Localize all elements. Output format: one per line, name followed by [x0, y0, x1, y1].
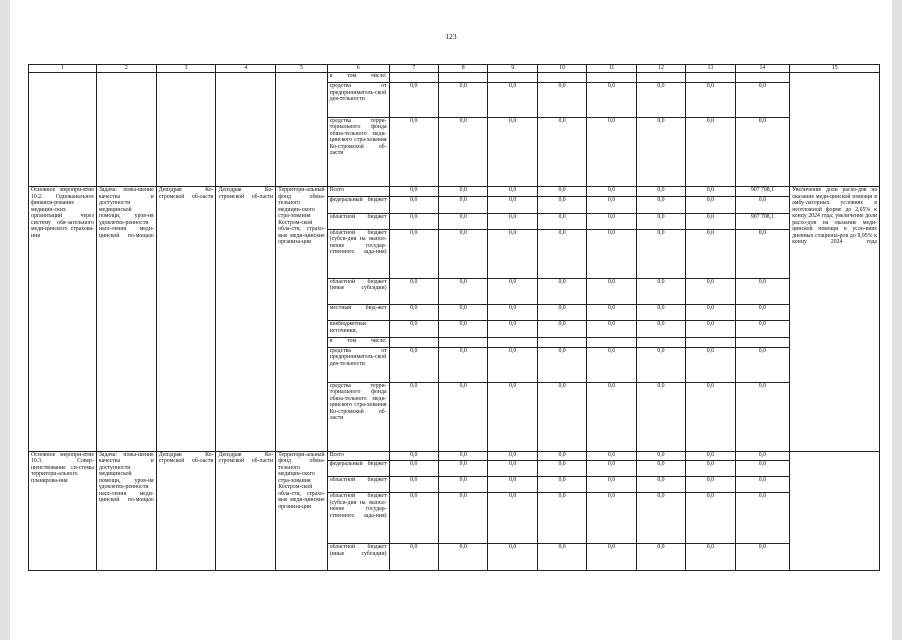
value-cell: 0,0 — [587, 305, 636, 321]
value-cell: 0,0 — [438, 213, 487, 229]
value-cell: 0,0 — [488, 213, 537, 229]
value-cell: 0,0 — [636, 187, 685, 197]
column-number-header: 11 — [587, 65, 636, 73]
document-page — [10, 0, 892, 640]
value-cell: 0,0 — [537, 477, 586, 493]
value-cell: 0,0 — [389, 477, 438, 493]
header-row — [29, 65, 880, 73]
value-cell: 0,0 — [686, 197, 735, 213]
column-number-header: 8 — [438, 65, 487, 73]
funding-source-cell: областной бюджет — [327, 477, 389, 493]
measure-name-cell: Основное меропри-ятие 10.2. Одноканальное финанси-рование медицин-ских организаций через систему обя-зательного меди-цинского страхова-ния — [29, 187, 97, 452]
executor-cell — [156, 73, 216, 187]
value-cell: 0,0 — [537, 117, 586, 186]
value-cell: 0,0 — [438, 451, 487, 460]
value-cell: 0,0 — [488, 117, 537, 186]
value-cell: 0,0 — [587, 321, 636, 337]
funding-source-cell: средства терри-ториального фонда обяза-тельного меди-цинского стра-хования Ко-стромской об-ласти — [327, 117, 389, 186]
value-cell: 0,0 — [735, 321, 790, 337]
column-number-header: 4 — [216, 65, 276, 73]
value-cell: 0,0 — [488, 460, 537, 476]
task-cell: Задача: повы-шение качества и доступности медицинской помощи, уров-ня удовлетво-ренности насе-ления меди-цинской по-мощью — [96, 187, 156, 452]
value-cell — [587, 337, 636, 347]
table-row — [29, 187, 880, 197]
value-cell: 0,0 — [389, 197, 438, 213]
result-cell — [790, 73, 880, 187]
value-cell: 0,0 — [438, 305, 487, 321]
column-number-header: 14 — [735, 65, 790, 73]
value-cell: 0,0 — [735, 117, 790, 186]
value-cell — [488, 73, 537, 83]
value-cell — [537, 337, 586, 347]
value-cell: 0,0 — [438, 229, 487, 278]
value-cell: 0,0 — [389, 305, 438, 321]
value-cell: 0,0 — [537, 305, 586, 321]
funding-source-cell: Всего — [327, 187, 389, 197]
value-cell: 0,0 — [438, 493, 487, 544]
funding-source-cell: внебюджетные источники, — [327, 321, 389, 337]
value-cell — [686, 337, 735, 347]
value-cell: 0,0 — [587, 477, 636, 493]
value-cell: 0,0 — [636, 213, 685, 229]
funding-source-cell: федеральный бюджет — [327, 197, 389, 213]
executor-cell: Депздрав Ко-стромской об-ласти — [156, 451, 216, 570]
column-number-header: 5 — [276, 65, 328, 73]
value-cell: 0,0 — [636, 321, 685, 337]
value-cell: 0,0 — [587, 347, 636, 382]
source-cell: Территори-альный фонд обяза-тельного медицин-ского стра-хования Костром-ской обла-сти, страхо-вые меди-цинские организа-ции — [276, 187, 328, 452]
value-cell: 0,0 — [735, 278, 790, 304]
value-cell: 0,0 — [636, 347, 685, 382]
value-cell: 0,0 — [488, 382, 537, 451]
value-cell: 0,0 — [686, 187, 735, 197]
value-cell: 0,0 — [537, 278, 586, 304]
funding-source-cell: федеральный бюджет — [327, 460, 389, 476]
value-cell: 0,0 — [537, 187, 586, 197]
value-cell: 0,0 — [389, 347, 438, 382]
participant-cell: Депздрав Ко-стромской об-ласти — [216, 451, 276, 570]
funding-source-cell: областной бюджет (иные субсидии) — [327, 278, 389, 304]
participant-cell — [216, 73, 276, 187]
column-number-header: 13 — [686, 65, 735, 73]
value-cell: 0,0 — [389, 278, 438, 304]
value-cell: 0,0 — [537, 197, 586, 213]
value-cell: 0,0 — [686, 544, 735, 571]
funding-source-cell: средства от предприниматель-ской дея-тельности — [327, 347, 389, 382]
value-cell: 0,0 — [389, 382, 438, 451]
value-cell: 0,0 — [438, 83, 487, 118]
value-cell: 0,0 — [389, 544, 438, 571]
value-cell: 0,0 — [488, 278, 537, 304]
value-cell: 0,0 — [735, 197, 790, 213]
value-cell: 0,0 — [587, 117, 636, 186]
value-cell: 0,0 — [686, 305, 735, 321]
result-cell: Увеличение доли расхо-дов на оказание меди-цинской помощи в амбу-латорных условиях в неотложной форме до 2,65% к концу 2024 года; увеличение доли расхо-дов на оказание меди-цинской помощи в усло-виях дневных стациона-ров до 8,95% к концу 2024 года — [790, 187, 880, 452]
value-cell: 0,0 — [587, 460, 636, 476]
value-cell: 0,0 — [438, 278, 487, 304]
value-cell: 0,0 — [636, 544, 685, 571]
value-cell: 0,0 — [537, 460, 586, 476]
value-cell: 0,0 — [587, 213, 636, 229]
value-cell: 0,0 — [389, 187, 438, 197]
value-cell: 0,0 — [686, 213, 735, 229]
value-cell: 0,0 — [686, 460, 735, 476]
value-cell: 0,0 — [587, 83, 636, 118]
value-cell: 0,0 — [735, 451, 790, 460]
value-cell: 0,0 — [488, 544, 537, 571]
value-cell: 0,0 — [735, 305, 790, 321]
value-cell: 0,0 — [587, 544, 636, 571]
value-cell — [587, 73, 636, 83]
value-cell: 0,0 — [389, 493, 438, 544]
value-cell: 0,0 — [389, 451, 438, 460]
value-cell: 0,0 — [587, 197, 636, 213]
value-cell — [686, 73, 735, 83]
value-cell: 0,0 — [587, 187, 636, 197]
value-cell: 0,0 — [686, 117, 735, 186]
value-cell — [735, 73, 790, 83]
value-cell: 0,0 — [587, 229, 636, 278]
funding-source-cell: местный бюд-жет — [327, 305, 389, 321]
value-cell: 0,0 — [537, 229, 586, 278]
value-cell: 0,0 — [735, 83, 790, 118]
value-cell: 907 708,1 — [735, 213, 790, 229]
value-cell: 0,0 — [438, 187, 487, 197]
value-cell — [735, 337, 790, 347]
value-cell: 0,0 — [587, 493, 636, 544]
value-cell: 0,0 — [488, 305, 537, 321]
value-cell — [389, 73, 438, 83]
source-cell — [276, 73, 328, 187]
column-number-header: 9 — [488, 65, 537, 73]
funding-source-cell: областной бюджет (иные субсидии) — [327, 544, 389, 571]
value-cell: 0,0 — [636, 83, 685, 118]
value-cell: 907 708,1 — [735, 187, 790, 197]
column-number-header: 1 — [29, 65, 97, 73]
value-cell: 0,0 — [636, 477, 685, 493]
table-row — [29, 451, 880, 460]
value-cell: 0,0 — [537, 347, 586, 382]
funding-source-cell: в том числе: — [327, 73, 389, 83]
value-cell: 0,0 — [735, 460, 790, 476]
funding-source-cell: Всего — [327, 451, 389, 460]
value-cell: 0,0 — [636, 117, 685, 186]
funding-source-cell: областной бюджет (субси-дия на выпол-нение государ-ственного зада-ния) — [327, 493, 389, 544]
value-cell: 0,0 — [389, 213, 438, 229]
value-cell: 0,0 — [735, 493, 790, 544]
value-cell: 0,0 — [587, 278, 636, 304]
value-cell — [438, 73, 487, 83]
value-cell: 0,0 — [438, 321, 487, 337]
value-cell: 0,0 — [735, 229, 790, 278]
column-number-header: 12 — [636, 65, 685, 73]
column-number-header: 2 — [96, 65, 156, 73]
value-cell: 0,0 — [488, 229, 537, 278]
value-cell: 0,0 — [488, 187, 537, 197]
value-cell: 0,0 — [488, 477, 537, 493]
page-number: 123 — [445, 32, 457, 41]
value-cell — [389, 337, 438, 347]
value-cell: 0,0 — [389, 460, 438, 476]
value-cell — [438, 337, 487, 347]
value-cell: 0,0 — [636, 382, 685, 451]
value-cell: 0,0 — [389, 83, 438, 118]
value-cell: 0,0 — [587, 451, 636, 460]
value-cell: 0,0 — [686, 382, 735, 451]
value-cell: 0,0 — [488, 197, 537, 213]
funding-source-cell: областной бюджет — [327, 213, 389, 229]
funding-source-cell: средства от предприниматель-ской дея-тельности — [327, 83, 389, 118]
value-cell: 0,0 — [438, 544, 487, 571]
value-cell — [537, 73, 586, 83]
value-cell: 0,0 — [686, 83, 735, 118]
value-cell: 0,0 — [686, 347, 735, 382]
value-cell: 0,0 — [488, 83, 537, 118]
column-number-header: 10 — [537, 65, 586, 73]
value-cell: 0,0 — [389, 321, 438, 337]
value-cell: 0,0 — [735, 347, 790, 382]
value-cell: 0,0 — [636, 493, 685, 544]
value-cell: 0,0 — [438, 197, 487, 213]
value-cell: 0,0 — [636, 229, 685, 278]
funding-source-cell: средства терри-ториального фонда обяза-тельного меди-цинского стра-хования Ко-стромской об-ласти — [327, 382, 389, 451]
column-number-header: 6 — [327, 65, 389, 73]
value-cell: 0,0 — [438, 117, 487, 186]
funding-source-cell: областной бюджет (субси-дия на выпол-нение государ-ственного зада-ния) — [327, 229, 389, 278]
column-number-header: 15 — [790, 65, 880, 73]
task-cell: Задача: повы-шение качества и доступности медицинской помощи, уров-ня удовлетво-ренности насе-ления меди-цинской по-мощью — [96, 451, 156, 570]
measure-name-cell — [29, 73, 97, 187]
value-cell — [636, 337, 685, 347]
value-cell: 0,0 — [488, 347, 537, 382]
value-cell: 0,0 — [735, 382, 790, 451]
value-cell: 0,0 — [686, 477, 735, 493]
value-cell: 0,0 — [686, 229, 735, 278]
value-cell: 0,0 — [735, 477, 790, 493]
value-cell: 0,0 — [537, 321, 586, 337]
column-number-header: 7 — [389, 65, 438, 73]
value-cell: 0,0 — [438, 477, 487, 493]
value-cell: 0,0 — [636, 305, 685, 321]
value-cell: 0,0 — [686, 278, 735, 304]
value-cell: 0,0 — [438, 347, 487, 382]
value-cell: 0,0 — [537, 213, 586, 229]
value-cell: 0,0 — [389, 229, 438, 278]
value-cell: 0,0 — [537, 493, 586, 544]
value-cell: 0,0 — [537, 382, 586, 451]
value-cell — [636, 73, 685, 83]
value-cell: 0,0 — [389, 117, 438, 186]
table-row — [29, 73, 880, 83]
executor-cell: Депздрав Ко-стромской об-ласти — [156, 187, 216, 452]
value-cell: 0,0 — [636, 460, 685, 476]
value-cell: 0,0 — [587, 382, 636, 451]
column-number-header: 3 — [156, 65, 216, 73]
value-cell: 0,0 — [438, 382, 487, 451]
value-cell: 0,0 — [488, 493, 537, 544]
measure-name-cell: Основное меропри-ятие 10.3. Совер-шенствование си-стемы территори-ального планирова-ния — [29, 451, 97, 570]
participant-cell: Депздрав Ко-стромской об-ласти — [216, 187, 276, 452]
value-cell: 0,0 — [686, 321, 735, 337]
value-cell: 0,0 — [537, 544, 586, 571]
value-cell: 0,0 — [537, 451, 586, 460]
value-cell: 0,0 — [735, 544, 790, 571]
value-cell — [488, 337, 537, 347]
value-cell: 0,0 — [636, 278, 685, 304]
value-cell: 0,0 — [438, 460, 487, 476]
value-cell: 0,0 — [686, 451, 735, 460]
result-cell — [790, 451, 880, 570]
value-cell: 0,0 — [636, 451, 685, 460]
task-cell — [96, 73, 156, 187]
funding-source-cell: в том числе: — [327, 337, 389, 347]
value-cell: 0,0 — [686, 493, 735, 544]
budget-table — [28, 64, 880, 571]
value-cell: 0,0 — [488, 321, 537, 337]
value-cell: 0,0 — [537, 83, 586, 118]
value-cell: 0,0 — [636, 197, 685, 213]
source-cell: Территори-альный фонд обяза-тельного медицин-ского стра-хования Костром-ской обла-сти, страхо-вые меди-цинские организа-ции — [276, 451, 328, 570]
value-cell: 0,0 — [488, 451, 537, 460]
